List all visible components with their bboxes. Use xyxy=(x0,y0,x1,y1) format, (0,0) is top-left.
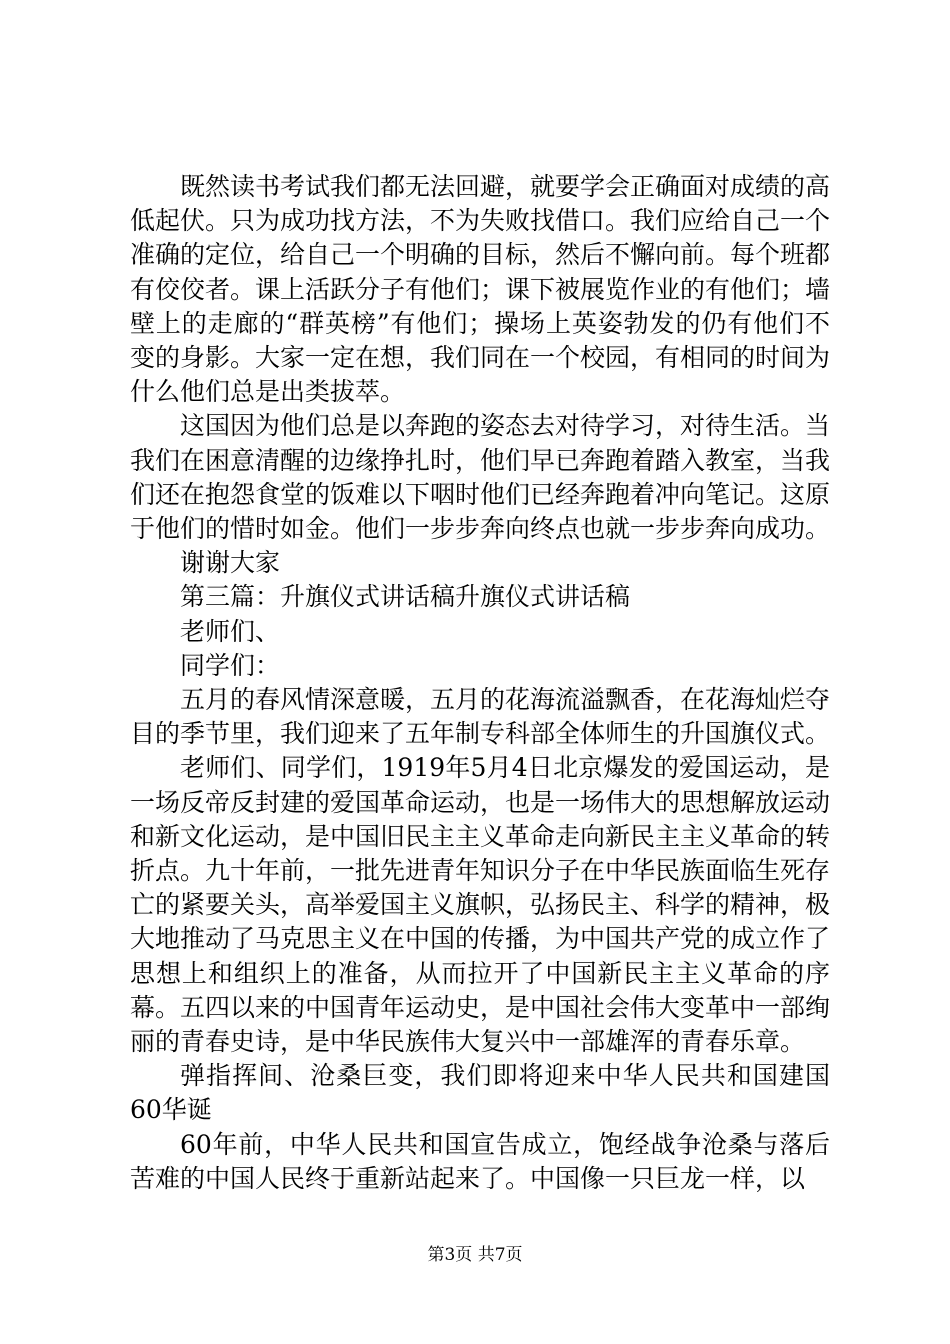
document-body xyxy=(130,170,830,1196)
page-number-footer: 第3页 共7页 xyxy=(427,1245,523,1265)
paragraph: 谢谢大家 xyxy=(180,548,281,578)
paragraph: 老师们、同学们，1919年5月4日北京爆发的爱国运动，是一场反帝反封建的爱国革命运动，也是一场伟大的思想解放运动和新文化运动，是中国旧民主主义革命走向新民主主义革命的转折点。九十年前，一批先进青年知识分子在中华民族面临生死存亡的紧要关头，高举爱国主义旗帜，弘扬民主、科学的精神，极大地推动了马克思主义在中国的传播，为中国共产党的成立作了思想上和组织上的准备，从而拉开了中国新民主主义革命的序幕。五四以来的中国青年运动史，是中国社会伟大变革中一部绚丽的青春史诗，是中华民族伟大复兴中一部雄浑的青春乐章。 xyxy=(130,753,831,1057)
section-heading: 第三篇：升旗仪式讲话稿升旗仪式讲话稿 xyxy=(180,582,631,612)
paragraph: 既然读书考试我们都无法回避，就要学会正确面对成绩的高低起伏。只为成功找方法，不为失败找借口。我们应给自己一个准确的定位，给自己一个明确的目标，然后不懈向前。每个班都有佼佼者。课上活跃分子有他们；课下被展览作业的有他们；墙壁上的走廊的“群英榜”有他们；操场上英姿勃发的仍有他们不变的身影。大家一定在想，我们同在一个校园，有相同的时间为什么他们总是出类拔萃。 xyxy=(130,172,831,407)
paragraph: 60年前，中华人民共和国宣告成立，饱经战争沧桑与落后苦难的中国人民终于重新站起来了。中国像一只巨龙一样，以 xyxy=(130,1129,830,1193)
salutation: 同学们： xyxy=(180,650,281,680)
paragraph: 这国因为他们总是以奔跑的姿态去对待学习，对待生活。当我们在困意清醒的边缘挣扎时，他们早已奔跑着踏入教室，当我们还在抱怨食堂的饭难以下咽时他们已经奔跑着冲向笔记。这原于他们的惜时如金。他们一步步奔向终点也就一步步奔向成功。 xyxy=(130,411,831,544)
paragraph: 弹指挥间、沧桑巨变，我们即将迎来中华人民共和国建国60华诞 xyxy=(130,1061,830,1125)
salutation: 老师们、 xyxy=(180,616,281,646)
paragraph: 五月的春风情深意暖，五月的花海流溢飘香，在花海灿烂夺目的季节里，我们迎来了五年制专科部全体师生的升国旗仪式。 xyxy=(130,685,831,749)
